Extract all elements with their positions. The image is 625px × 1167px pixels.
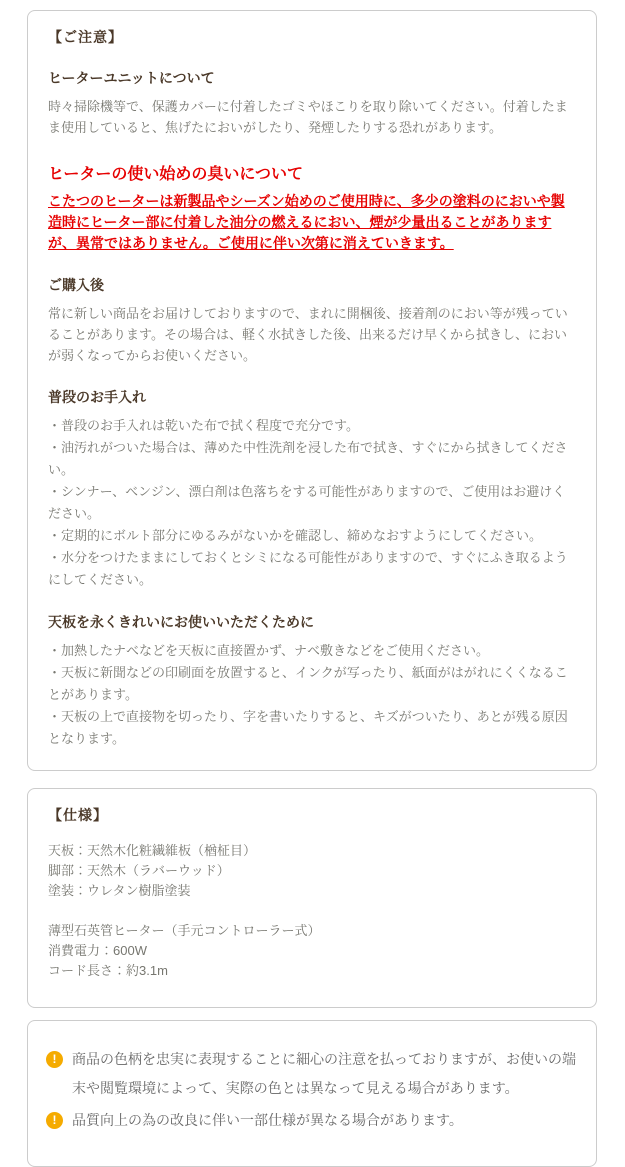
- spec-tabletop: 天板：天然木化粧繊維板（楢柾目）: [48, 843, 257, 858]
- list-item: ・天板に新聞などの印刷面を放置すると、インクが写ったり、紙面がはがれにくくなることがあります。: [48, 665, 568, 702]
- list-item: ・シンナー、ベンジン、漂白剤は色落ちをする可能性がありますので、ご使用はお避けください。: [48, 484, 566, 521]
- spec-coating: 塗装：ウレタン樹脂塗装: [48, 883, 191, 898]
- notes-box: [27, 1020, 597, 1167]
- heater-smell-paragraph: こたつのヒーターは新製品やシーズン始めのご使用時に、多少の塗料のにおいや製造時にヒーター部に付着した油分の燃えるにおい、煙が少量出ることがありますが、異常ではありません。ご使用に伴い次第に消えていきます。: [48, 193, 565, 251]
- tabletop-care-heading: 天板を永くきれいにお使いいただくために: [48, 614, 314, 630]
- list-item: ・油汚れがついた場合は、薄めた中性洗剤を浸した布で拭き、すぐにから拭きしてください。: [48, 440, 568, 477]
- tabletop-care-list: [48, 640, 576, 750]
- caution-box-title: 【ご注意】: [48, 29, 123, 45]
- after-purchase-paragraph: 常に新しい商品をお届けしておりますので、まれに開梱後、接着剤のにおい等が残っていることがあります。その場合は、軽く水拭きした後、出来るだけ早くから拭きし、においが弱くなってからお使いください。: [48, 306, 568, 363]
- warning-icon: !: [46, 1112, 63, 1129]
- spec-cord-length: コード長さ：約3.1m: [48, 963, 168, 978]
- spec-box: [27, 788, 597, 1008]
- note-item-color: [46, 1045, 576, 1103]
- spec-legs: 脚部：天然木（ラバーウッド）: [48, 863, 230, 878]
- note-text: 品質向上の為の改良に伴い一部仕様が異なる場合があります。: [72, 1112, 463, 1128]
- heater-unit-paragraph: 時々掃除機等で、保護カバーに付着したゴミやほこりを取り除いてください。付着したまま使用していると、焦げたにおいがしたり、発煙したりする恐れがあります。: [48, 99, 568, 135]
- spec-heater-type: 薄型石英管ヒーター（手元コントローラー式）: [48, 923, 321, 938]
- list-item: ・加熱したナベなどを天板に直接置かず、ナベ敷きなどをご使用ください。: [48, 643, 489, 658]
- caution-box: [27, 10, 597, 771]
- after-purchase-heading: ご購入後: [48, 277, 104, 293]
- note-item-spec-change: [46, 1106, 576, 1135]
- warning-icon: !: [46, 1051, 63, 1068]
- heater-unit-heading: ヒーターユニットについて: [48, 70, 215, 86]
- list-item: ・普段のお手入れは乾いた布で拭く程度で充分です。: [48, 418, 359, 433]
- spec-heater-group: [48, 921, 576, 981]
- spec-materials-group: [48, 841, 576, 901]
- spec-power: 消費電力：600W: [48, 943, 147, 958]
- note-text: 商品の色柄を忠実に表現することに細心の注意を払っておりますが、お使いの端末や閲覧環境によって、実際の色とは異なって見える場合があります。: [72, 1051, 576, 1096]
- list-item: ・天板の上で直接物を切ったり、字を書いたりすると、キズがついたり、あとが残る原因となります。: [48, 709, 568, 746]
- list-item: ・水分をつけたままにしておくとシミになる可能性がありますので、すぐにふき取るようにしてください。: [48, 550, 568, 587]
- list-item: ・定期的にボルト部分にゆるみがないかを確認し、締めなおすようにしてください。: [48, 528, 543, 543]
- daily-care-list: [48, 415, 576, 591]
- spec-box-title: 【仕様】: [48, 807, 108, 823]
- heater-smell-heading: ヒーターの使い始めの臭いについて: [48, 166, 304, 183]
- daily-care-heading: 普段のお手入れ: [48, 389, 146, 405]
- product-info-page: [0, 10, 625, 1167]
